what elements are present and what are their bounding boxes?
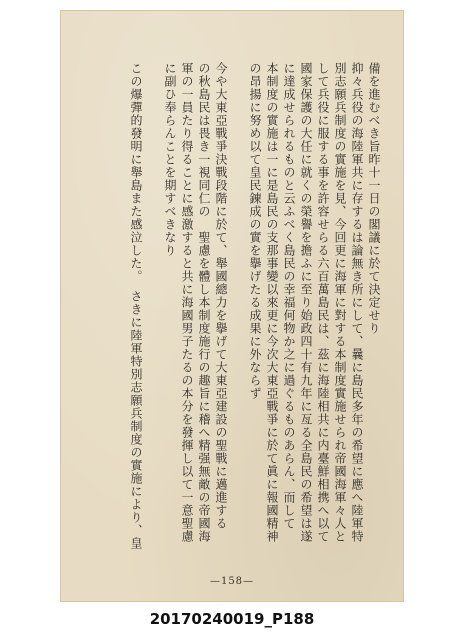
text-column: の昂揚に努め以て皇民錬成の實を擧げたる成果に外ならず (248, 62, 262, 400)
text-column: この爆彈的發明に舉島また感泣した。 さきに陸軍特別志願兵制度の實施により、皇 (129, 62, 143, 550)
text-column: の秋島民は畏き一視同仁の 聖慮を體し本制度施行の趣旨に稽へ精强無敵の帝國海 (197, 62, 211, 543)
text-column: して兵役に服する事を許容せらる六百萬島民は、茲に海陸相共に内臺鮮相携へ以て (316, 62, 330, 543)
text-column: 本制度の實施は一に是島民の支那事變以來更に今次大東亞戰爭に於て眞に報國精神 (265, 62, 279, 543)
page-number: —158— (209, 576, 255, 587)
text-column: 軍の一員たり得ることに感激すると共に海國男子たるの本分を發揮し以て一意聖慮 (180, 62, 194, 543)
text-column: 今や大東亞戰爭決戰段階に於て、舉國總力を擧げて大東亞建設の聖戰に邁進する (214, 62, 228, 530)
image-caption: 20170240019_P188 (149, 610, 315, 628)
text-column: 國家保護の大任に就くの榮譽を擔ふに至り始政四十有九年に亙る全島民の希望は遂 (299, 62, 313, 543)
text-column: に達成せられるものと云ふべく島民の幸福何物か之に過ぐるものあらん、而して (282, 62, 296, 530)
text-column: 備を進むべき旨昨十一日の閣議に於て決定せり (367, 62, 381, 335)
text-column: 別志願兵制度の實施を見、今回更に海軍に對する本制度實施せられ帝國海軍々人と (333, 62, 347, 543)
vertical-text-body (82, 62, 382, 572)
text-column: 抑々兵役の海陸軍共に存するは論無き所にして、曩に島民多年の希望に應へ陸軍特 (350, 62, 364, 543)
text-column: に副ひ奉らんことを期すべきなり (163, 62, 177, 257)
document-page (60, 10, 404, 602)
